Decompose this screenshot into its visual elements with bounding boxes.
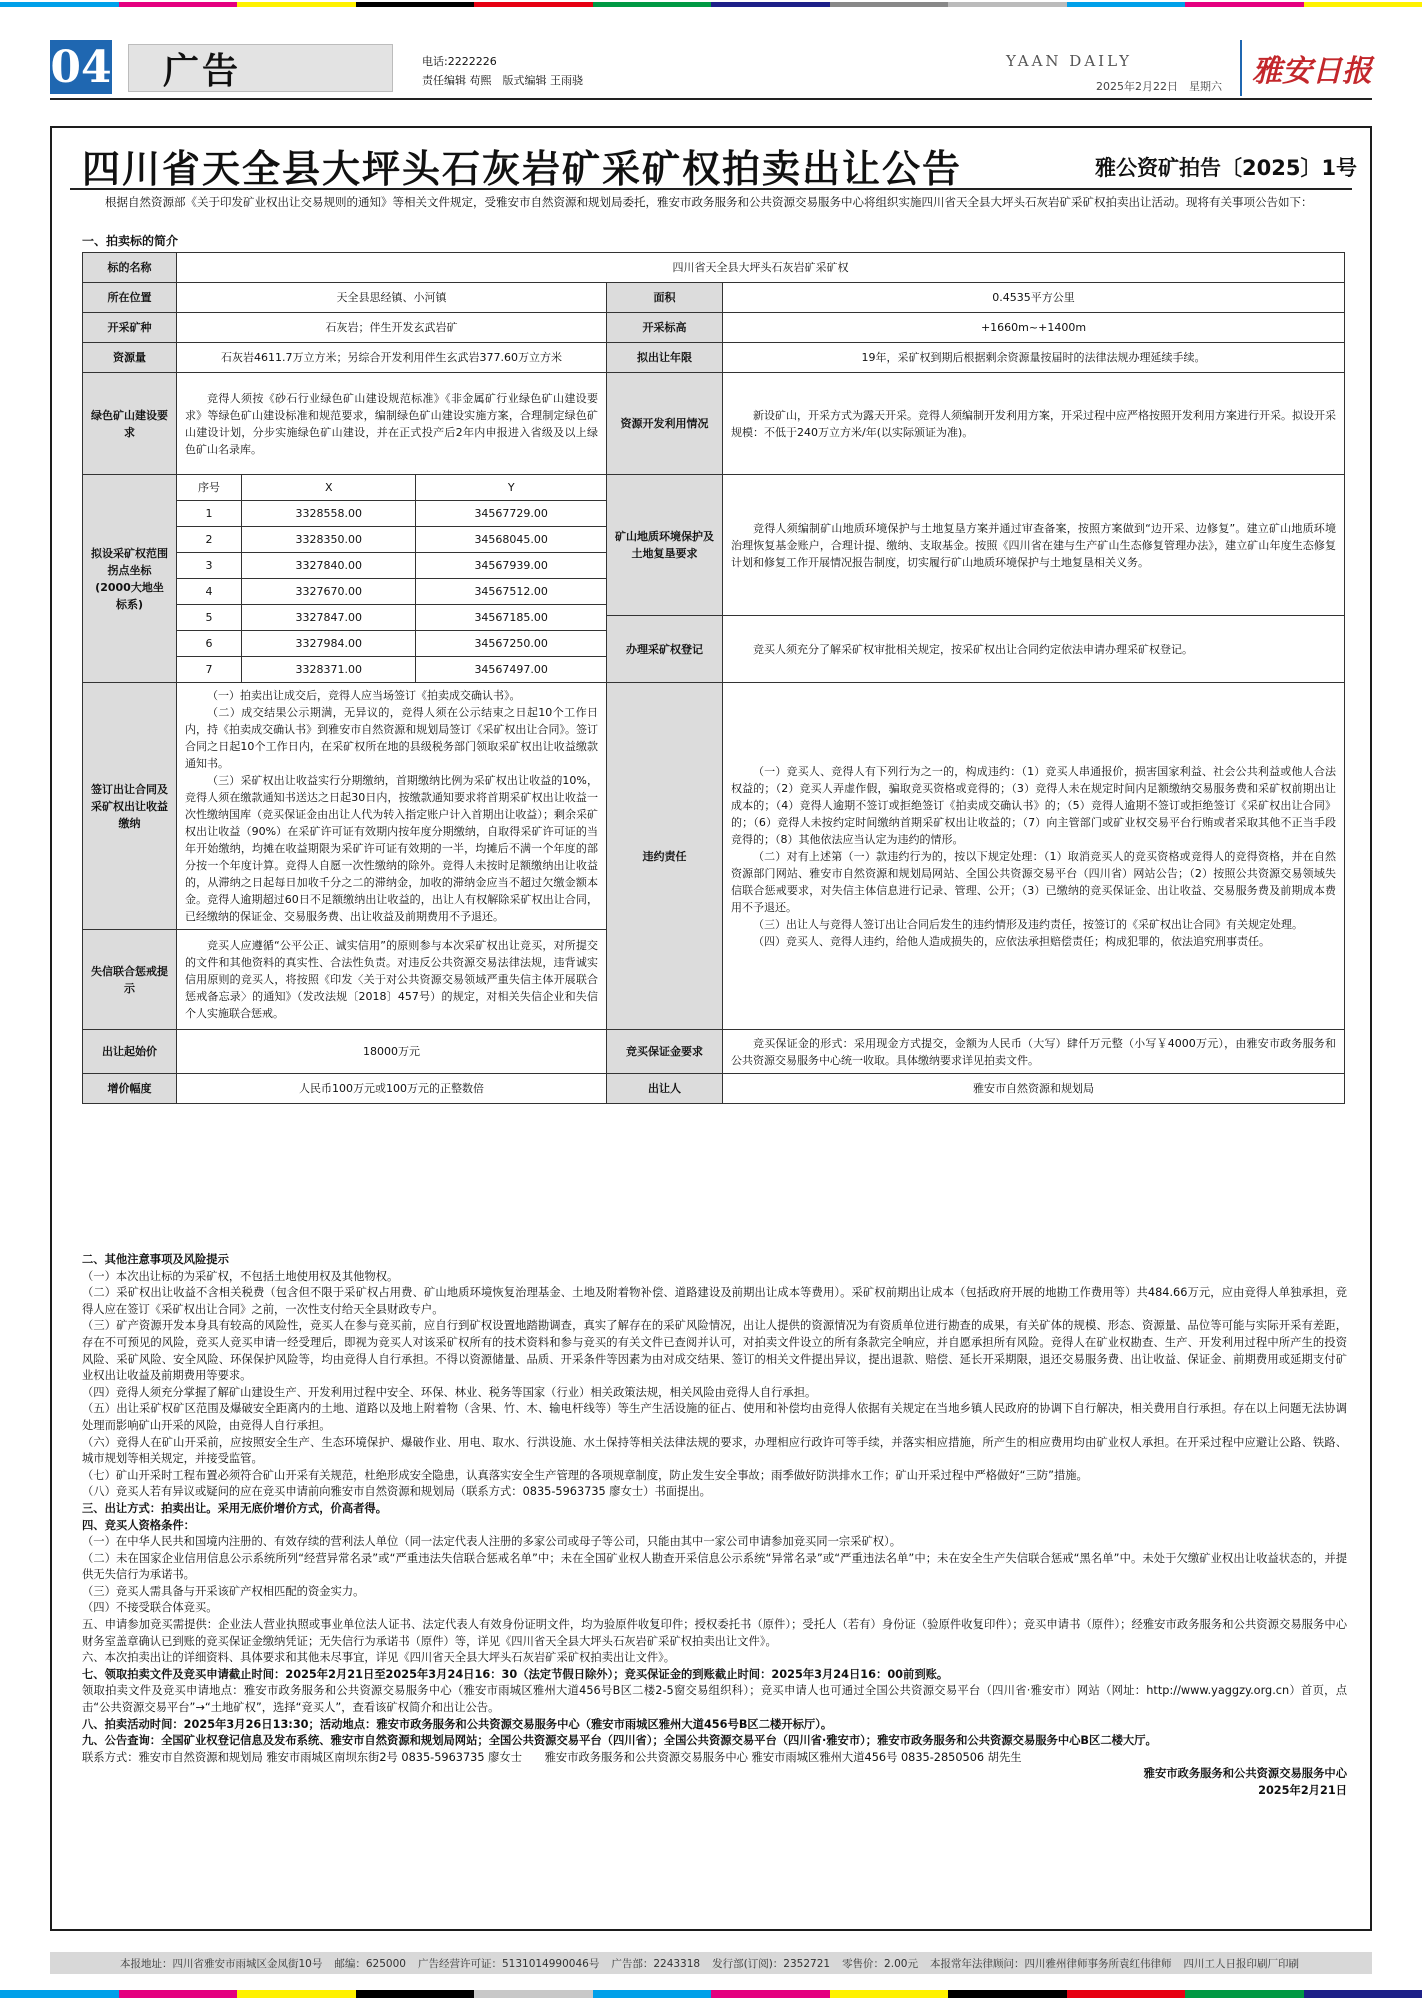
body-paragraph: 六、本次拍卖出让的详细资料、具体要求和其他未尽事宜，详见《四川省天全县大坪头石灰岩矿采矿权拍卖出让文件》。 [82, 1651, 676, 1665]
footer-item: 广告部：2243318 [611, 1957, 701, 1970]
auction-info-table [82, 252, 1345, 1104]
value-deposit: 竞买保证金的形式：采用现金方式提交，金额为人民币（大写）肆仟万元整（小写￥4000万元），由雅安市政务服务和公共资源交易服务中心统一收取。具体缴纳要求详见拍卖文件。 [723, 1030, 1345, 1074]
body-heading: 九、公告查询：全国矿业权登记信息及发布系统、雅安市自然资源和规划局网站；全国公共资源交易平台（四川省）；全国公共资源交易平台（四川省·雅安市）；雅安市政务服务和公共资源交易服务中心B区二楼大厅。 [82, 1734, 1157, 1748]
coords-row [177, 553, 606, 579]
signature-date: 2025年2月21日 [1258, 1784, 1347, 1797]
body-paragraph: （一）本次出让标的为采矿权，不包括土地使用权及其他物权。 [82, 1269, 399, 1283]
body-paragraph: （七）矿山开采时工程布置必须符合矿山开采有关规范，杜绝形成安全隐患，认真落实安全生产管理的各项规章制度，防止发生安全事故；雨季做好防洪排水工作；矿山开采过程中严格做好“三防”措施。 [82, 1468, 1088, 1482]
contract-item-1: （一）拍卖出让成交后，竞得人应当场签订《拍卖成交确认书》。 [207, 689, 521, 702]
footer-item: 发行部(订阅)：2352721 [712, 1957, 831, 1970]
contract-item-3: （三）采矿权出让收益实行分期缴纳，首期缴纳比例为采矿权出让收益的10%，竞得人须在缴款通知书送达之日起30日内，按缴款通知要求将首期采矿权出让收益一次性缴纳国库（竞买保证金由出让人代为转入指定账户计入首期出让收益）；剩余采矿权出让收益（90%）在采矿许可证有效期内按年度分期缴纳，自取得采矿许可证的当年开始缴纳，均摊在收益期限为采矿许可证有效期的一半，均摊后不满一个年度的部分按一个年度计算。竞得人自愿一次性缴纳的除外。竞得人未按时足额缴纳出让收益的，从滞纳之日起每日加收千分之二的滞纳金，加收的滞纳金应当不超过欠缴金额本金。竞得人逾期超过60日不足额缴纳出让收益的，出让人有权解除采矿权出让合同，已经缴纳的保证金、交易服务费、出让收益及前期费用不予退还。 [185, 774, 598, 923]
label-coords: 拟设采矿权范围拐点坐标(2000大地坐标系) [83, 475, 177, 683]
label-use: 资源开发利用情况 [607, 373, 723, 475]
section-name: 广告 [128, 44, 393, 92]
body-heading: 八、拍卖活动时间：2025年3月26日13:30；活动地点：雅安市政务服务和公共资源交易服务中心（雅安市雨城区雅州大道456号B区二楼开标厅）。 [82, 1717, 833, 1731]
coords-header-cell: X [242, 475, 416, 501]
coords-cell-value: 5 [177, 605, 242, 631]
value-term: 19年，采矿权到期后根据剩余资源量按届时的法律法规办理延续手续。 [723, 343, 1345, 373]
footer-item: 四川工人日报印刷厂印刷 [1183, 1957, 1299, 1970]
coords-row [177, 605, 606, 631]
contract-item-2: （二）成交结果公示期满，无异议的，竞得人须在公示结束之日起10个工作日内，持《拍卖成交确认书》到雅安市自然资源和规划局签订《采矿权出让合同》。签订合同之日起10个工作日内，在采矿权所在地的县级税务部门领取采矿权出让收益缴款通知书。 [185, 706, 598, 770]
paper-english-name: YAAN DAILY [1006, 52, 1132, 70]
coords-cell-value: 34567250.00 [416, 631, 606, 657]
value-green: 竞得人须按《砂石行业绿色矿山建设规范标准》《非金属矿行业绿色矿山建设要求》等绿色矿山建设标准和规范要求，编制绿色矿山建设实施方案，合理制定绿色矿山建设计划，分步实施绿色矿山建设，并在正式投产后2年内申报进入省级及以上绿色矿山名录库。 [177, 373, 607, 475]
body-paragraph: （四）不接受联合体竞买。 [82, 1601, 218, 1615]
page-footer [50, 1952, 1372, 1974]
coords-cell-value: 34567185.00 [416, 605, 606, 631]
coords-header-cell: 序号 [177, 475, 242, 501]
coords-row [177, 657, 606, 683]
coords-cell-value: 3327840.00 [242, 553, 416, 579]
value-env: 竞得人须编制矿山地质环境保护与土地复垦方案并通过审查备案，按照方案做到“边开采、边修复”。建立矿山地质环境治理恢复基金账户，合理计提、缴纳、支取基金。按照《四川省在建与生产矿山生态修复管理办法》，建立矿山年度生态修复计划和修复工作开展情况报告制度，切实履行矿山地质环境保护与土地复垦相关义务。 [723, 475, 1345, 616]
coords-cell-value: 34567729.00 [416, 501, 606, 527]
coords-row [177, 579, 606, 605]
label-elevation: 开采标高 [607, 313, 723, 343]
coords-cell-value: 3327847.00 [242, 605, 416, 631]
footer-item: 广告经营许可证：5131014990046号 [417, 1957, 600, 1970]
coords-row [177, 631, 606, 657]
value-breach [723, 683, 1345, 1030]
value-contract [177, 683, 607, 930]
value-seller: 雅安市自然资源和规划局 [723, 1074, 1345, 1104]
section-heading-1: 一、拍卖标的简介 [82, 234, 179, 248]
coords-table [177, 475, 606, 682]
issue-date: 2025年2月22日 星期六 [1096, 80, 1222, 93]
body-paragraph: （五）出让采矿权矿区范围及爆破安全距离内的土地、道路以及地上附着物（含果、竹、木、输电杆线等）等生产生活设施的征占、使用和补偿均由竞得人依据有关规定在当地乡镇人民政府的协调下自行解决，相关费用自行承担。存在以上问题无法协调处理而影响矿山开采的风险，由竞得人自行承担。 [82, 1402, 1347, 1432]
body-paragraph: （三）竞买人需具备与开采该矿产权相匹配的资金实力。 [82, 1584, 365, 1598]
footer-item: 零售价：2.00元 [842, 1957, 918, 1970]
coords-cell-value: 34567939.00 [416, 553, 606, 579]
body-paragraph: （二）采矿权出让收益不含相关税费（包含但不限于采矿权占用费、矿山地质环境恢复治理基金、土地及附着物补偿、道路建设及前期出让成本等费用）。采矿权前期出让成本（包括政府开展的地勘工作费用等）共484.66万元，应由竞得人单独承担，竞得人应在签订《采矿权出让合同》之前，一次性支付给天全县财政专户。 [82, 1286, 1347, 1316]
body-heading: 三、出让方式：拍卖出让。采用无底价增价方式，价高者得。 [82, 1501, 388, 1515]
value-use: 新设矿山，开采方式为露天开采。竞得人须编制开发利用方案，开采过程中应严格按照开发利用方案进行开采。拟设开采规模：不低于240万立方米/年(以实际颁证为准)。 [723, 373, 1345, 475]
value-reserves: 石灰岩4611.7万立方米；另综合开发利用伴生玄武岩377.60万立方米 [177, 343, 607, 373]
page-number: 04 [50, 41, 112, 93]
label-credit: 失信联合惩戒提示 [83, 930, 177, 1030]
page-header [50, 40, 1372, 96]
newspaper-logo: 雅安日报 [1240, 40, 1372, 96]
body-paragraph: 五、申请参加竞买需提供：企业法人营业执照或事业单位法人证书、法定代表人有效身份证明文件，均为验原件收复印件；授权委托书（原件）；受托人（若有）身份证（验原件收复印件）；竞买申请书（原件）；经雅安市政务服务和公共资源交易服务中心财务室盖章确认已到账的竞买保证金缴纳凭证；无失信行为承诺书（原件）等，详见《四川省天全县大坪头石灰岩矿采矿权拍卖出让文件》。 [82, 1618, 1347, 1648]
coords-cell-value: 7 [177, 657, 242, 683]
announcement-body [82, 1252, 1347, 1800]
coords-cell-value: 3328371.00 [242, 657, 416, 683]
coords-cell [177, 475, 607, 683]
body-heading: 七、领取拍卖文件及竞买申请截止时间：2025年2月21日至2025年3月24日16：30（法定节假日除外）；竞买保证金的到账截止时间：2025年3月24日16：00前到账。 [82, 1667, 949, 1681]
body-paragraph: （二）未在国家企业信用信息公示系统所列“经营异常名录”或“严重违法失信联合惩戒名单”中；未在全国矿业权人勘查开采信息公示系统“异常名录”或“严重违法名单”中；未在安全生产失信联合惩戒“黑名单”中。未处于欠缴矿业权出让收益状态的，并提供无失信行为承诺书。 [82, 1551, 1347, 1582]
coords-cell-value: 1 [177, 501, 242, 527]
label-register: 办理采矿权登记 [607, 616, 723, 683]
value-increment: 人民币100万元或100万元的正整数倍 [177, 1074, 607, 1104]
label-breach: 违约责任 [607, 683, 723, 1030]
signature: 雅安市政务服务和公共资源交易服务中心 [1143, 1767, 1347, 1781]
value-elevation: +1660m~+1400m [723, 313, 1345, 343]
coords-cell-value: 34567497.00 [474, 663, 548, 676]
body-paragraph: （八）竞买人若有异议或疑问的应在竞买申请前向雅安市自然资源和规划局（联系方式：0835-5963735 廖女士）书面提出。 [82, 1485, 711, 1499]
label-green: 绿色矿山建设要求 [83, 373, 177, 475]
coords-row [177, 527, 606, 553]
coords-cell-value: 3 [177, 553, 242, 579]
body-paragraph: （四）竞得人须充分掌握了解矿山建设生产、开发利用过程中安全、环保、林业、税务等国家（行业）相关政策法规，相关风险由竞得人自行承担。 [82, 1385, 817, 1399]
body-paragraph: （三）矿产资源开发本身具有较高的风险性，竞买人在参与竞买前，应自行到矿权设置地踏勘调查，真实了解存在的采矿风险情况，出让人提供的资源情况为有资质单位进行勘查的成果，有关矿体的规模、形态、资源量、品位等可能与实际开采有差距，存在不可预见的风险，竞买人竞买申请一经受理后，即视为竞买人对该采矿权所有的技术资料和参与竞买的有关文件已查阅并认可，对拍卖文件设立的所有条款完全响应，并自愿承担所有风险。竞得人在矿业权勘查、生产、开发利用过程中所产生的投资风险、采矿风险、安全风险、环保保护风险等，均由竞得人自行承担。不得以资源储量、品质、开采条件等因素为由对成交结果、签订的相关文件提出异议，提出退款、赔偿、延长开采期限，退还交易服务费、出让收益、保证金、前期费用或延期支付矿业权出让收益及前期费用等要求。 [82, 1319, 1347, 1383]
coords-header-cell: Y [416, 475, 606, 501]
body-paragraph: （六）竞得人在矿山开采前，应按照安全生产、生态环境保护、爆破作业、用电、取水、行洪设施、水土保持等相关法律法规的要求，办理相应行政许可等手续，并落实相应措施，所产生的相应费用均由矿业权人承担。在开采过程中应避让公路、铁路、城市规划等相关规定，并接受监管。 [82, 1435, 1347, 1466]
phone: 电话:2222226 [422, 55, 497, 68]
body-paragraph: （一）在中华人民共和国境内注册的、有效存续的营利法人单位（同一法定代表人注册的多家公司或母子等公司，只能由其中一家公司申请参加竞买同一宗采矿权）。 [82, 1535, 902, 1549]
value-credit: 竞买人应遵循“公平公正、诚实信用”的原则参与本次采矿权出让竞买，对所提交的文件和其他资料的真实性、合法性负责。对违反公共资源交易法律法规，违背诚实信用原则的竞买人，将按照《印发〈关于对公共资源交易领域严重失信主体开展联合惩戒备忘录〉的通知》（发改法规〔2018〕457号）的规定，对相关失信企业和失信个人实施联合惩戒。 [177, 930, 607, 1030]
breach-item-4: （四）竞买人、竞得人违约，给他人造成损失的，应依法承担赔偿责任；构成犯罪的，依法追究刑事责任。 [753, 934, 1270, 948]
label-term: 拟出让年限 [607, 343, 723, 373]
print-color-strip [0, 2, 1422, 7]
value-name: 四川省天全县大坪头石灰岩矿采矿权 [177, 253, 1345, 283]
title-rule [70, 188, 1352, 190]
label-reserves: 资源量 [83, 343, 177, 373]
label-start-price: 出让起始价 [83, 1030, 177, 1074]
breach-item-1: （一）竞买人、竞得人有下列行为之一的，构成违约：（1）竞买人串通报价，损害国家利益、社会公共利益或他人合法权益的；（2）竞买人弄虚作假，骗取竞买资格或竞得的；（3）竞得人未在规定时间内足额缴纳交易服务费和采矿权前期出让成本的；（4）竞得人逾期不签订或拒绝签订《拍卖成交确认书》的；（5）竞得人逾期不签订或拒绝签订《采矿权出让合同》的；（6）竞得人未按约定时间缴纳首期采矿权出让收益的；（7）向主管部门或矿业权交易平台行贿或者采取其他不正当手段竞得的；（8）其他依法应当认定为违约的情形。 [731, 764, 1337, 846]
coords-cell-value: 3327670.00 [242, 579, 416, 605]
label-area: 面积 [607, 283, 723, 313]
body-paragraph: 联系方式：雅安市自然资源和规划局 雅安市雨城区南坝东街2号 0835-5963735 廖女士 雅安市政务服务和公共资源交易服务中心 雅安市雨城区雅州大道456号 0835-2850506 胡先生 [82, 1750, 1022, 1764]
label-mineral: 开采矿种 [83, 313, 177, 343]
header-meta [422, 52, 583, 90]
label-deposit: 竞买保证金要求 [607, 1030, 723, 1074]
footer-item: 邮编：625000 [334, 1957, 406, 1970]
breach-item-2: （二）对有上述第（一）款违约行为的，按以下规定处理：（1）取消竞买人的竞买资格或竞得人的竞得资格，并在自然资源部门网站、雅安市自然资源和规划局网站、全国公共资源交易平台（四川省）网站公告；（2）按照公共资源交易领域失信联合惩戒要求，对失信主体信息进行记录、管理、公开；（3）已缴纳的竞买保证金、出让收益、交易服务费及前期成本费用不予退还。 [731, 849, 1337, 914]
value-area: 0.4535平方公里 [723, 283, 1345, 313]
breach-item-3: （三）出让人与竞得人签订出让合同后发生的违约情形及违约责任，按签订的《采矿权出让合同》有关规定处理。 [753, 917, 1303, 931]
print-color-bar [0, 1990, 1422, 1998]
preamble: 根据自然资源部《关于印发矿业权出让交易规则的通知》等相关文件规定，受雅安市自然资源和规划局委托，雅安市政务服务和公共资源交易服务中心将组织实施四川省天全县大坪头石灰岩矿采矿权拍卖出让活动。现将有关事项公告如下： [105, 195, 1313, 209]
label-seller: 出让人 [607, 1074, 723, 1104]
label-contract: 签订出让合同及采矿权出让收益缴纳 [83, 683, 177, 930]
footer-item: 本报常年法律顾问：四川雅州律师事务所袁红伟律师 [929, 1957, 1172, 1970]
body-paragraph: 领取拍卖文件及竞买申请地点：雅安市政务服务和公共资源交易服务中心（雅安市雨城区雅州大道456号B区二楼2-5窗交易组织科）；竞买申请人也可通过全国公共资源交易平台（四川省·雅安市）网站（网址：http://www.yaggzy.org.cn）首页，点击“公共资源交易平台”→“土地矿权”，选择“竞买人”，查看该矿权简介和出让公告。 [82, 1684, 1347, 1715]
coords-cell-value: 2 [177, 527, 242, 553]
coords-cell-value: 6 [177, 631, 242, 657]
document-number: 雅公资矿拍告〔2025〕1号 [1095, 156, 1358, 180]
coords-cell-value: 3327984.00 [242, 631, 416, 657]
editors: 责任编辑 苟熙 版式编辑 王雨骁 [422, 74, 583, 87]
body-heading: 二、其他注意事项及风险提示 [82, 1253, 229, 1266]
label-increment: 增价幅度 [83, 1074, 177, 1104]
value-mineral: 石灰岩；伴生开发玄武岩矿 [177, 313, 607, 343]
label-location: 所在位置 [83, 283, 177, 313]
value-location: 天全县思经镇、小河镇 [177, 283, 607, 313]
coords-cell-value: 4 [177, 579, 242, 605]
coords-cell-value: 3328558.00 [242, 501, 416, 527]
body-heading: 四、竞买人资格条件： [82, 1518, 195, 1532]
coords-row [177, 501, 606, 527]
value-register: 竞买人须充分了解采矿权审批相关规定，按采矿权出让合同约定依法申请办理采矿权登记。 [723, 616, 1345, 683]
coords-cell-value: 34567512.00 [416, 579, 606, 605]
announcement-title: 四川省天全县大坪头石灰岩矿采矿权拍卖出让公告 [82, 147, 963, 191]
header-rule [50, 98, 1372, 100]
coords-cell-value: 3328350.00 [242, 527, 416, 553]
label-env: 矿山地质环境保护及土地复垦要求 [607, 475, 723, 616]
value-start-price: 18000万元 [177, 1030, 607, 1074]
label-name: 标的名称 [83, 253, 177, 283]
footer-item: 本报地址：四川省雅安市雨城区金凤街10号 [120, 1957, 323, 1970]
coords-cell-value: 34568045.00 [416, 527, 606, 553]
